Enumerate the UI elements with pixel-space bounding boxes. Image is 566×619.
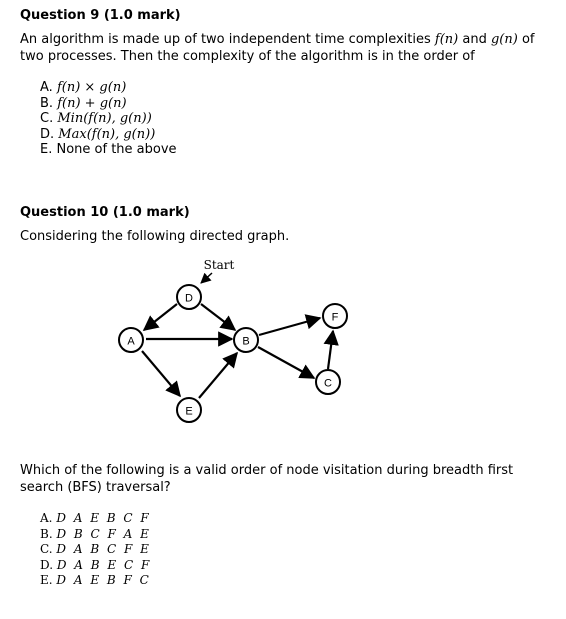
- node-b-label: B: [242, 335, 250, 348]
- option-a[interactable]: [40, 511, 151, 527]
- option-letter: A.: [40, 511, 53, 525]
- option-text: D A B C F E: [56, 542, 151, 556]
- function-f: f(n): [434, 32, 459, 47]
- option-letter: C.: [40, 111, 54, 126]
- option-text: f(n) × g(n): [56, 80, 127, 95]
- option-text: f(n) + g(n): [57, 95, 127, 111]
- option-e[interactable]: [40, 573, 151, 589]
- node-e-label: E: [185, 405, 193, 418]
- node-e: [177, 398, 201, 422]
- node-a-label: A: [127, 335, 135, 348]
- option-letter: C.: [40, 542, 53, 556]
- option-c[interactable]: [40, 542, 151, 558]
- question-10-options: [40, 511, 151, 589]
- option-letter: B.: [40, 95, 54, 111]
- function-g: g(n): [490, 32, 518, 47]
- start-arrow: [201, 273, 212, 283]
- option-letter: A.: [40, 80, 53, 95]
- option-b[interactable]: [40, 527, 151, 543]
- stem-text-and: and: [458, 32, 491, 47]
- option-text: D A B E C F: [56, 557, 152, 572]
- option-text: None of the above: [56, 142, 177, 157]
- option-letter: E.: [40, 573, 53, 587]
- node-c: [316, 370, 340, 394]
- option-text: D B C F A E: [56, 526, 151, 541]
- option-letter: D.: [40, 126, 55, 142]
- node-b: [234, 328, 258, 352]
- stem-text-start: An algorithm is made up of two independent time complexities: [20, 32, 435, 47]
- edge-d-a: [144, 304, 177, 330]
- edge-a-e: [142, 351, 180, 396]
- start-label: Start: [203, 258, 235, 272]
- node-f: [323, 304, 347, 328]
- option-text: Min(f(n), g(n)): [57, 111, 152, 126]
- question-10-intro: Considering the following directed graph.: [20, 229, 290, 244]
- node-c-label: C: [324, 377, 332, 390]
- node-a: [119, 328, 143, 352]
- edge-c-f: [328, 331, 333, 369]
- question-10-prompt: Which of the following is a valid order of node visitation during breadth first search (BFS) traversal?: [20, 463, 514, 495]
- option-d[interactable]: [40, 558, 151, 574]
- edge-e-b: [199, 353, 237, 398]
- option-letter: B.: [40, 526, 53, 541]
- edge-d-b: [201, 304, 235, 330]
- stem-text-end: of two processes. Then the complexity of the algorithm is in the order of: [20, 32, 535, 64]
- question-10-heading: Question 10 (1.0 mark): [20, 205, 190, 220]
- node-d: [177, 285, 201, 309]
- question-9-heading: Question 9 (1.0 mark): [20, 8, 181, 23]
- edge-b-c: [258, 347, 314, 378]
- option-letter: D.: [40, 557, 54, 572]
- option-letter: E.: [40, 142, 53, 157]
- option-text: D A E B F C: [56, 573, 151, 587]
- node-f-label: F: [331, 311, 339, 324]
- option-text: D A E B C F: [56, 511, 151, 525]
- option-text: Max(f(n), g(n)): [58, 126, 156, 142]
- node-d-label: D: [185, 292, 193, 305]
- edge-b-f: [259, 318, 320, 335]
